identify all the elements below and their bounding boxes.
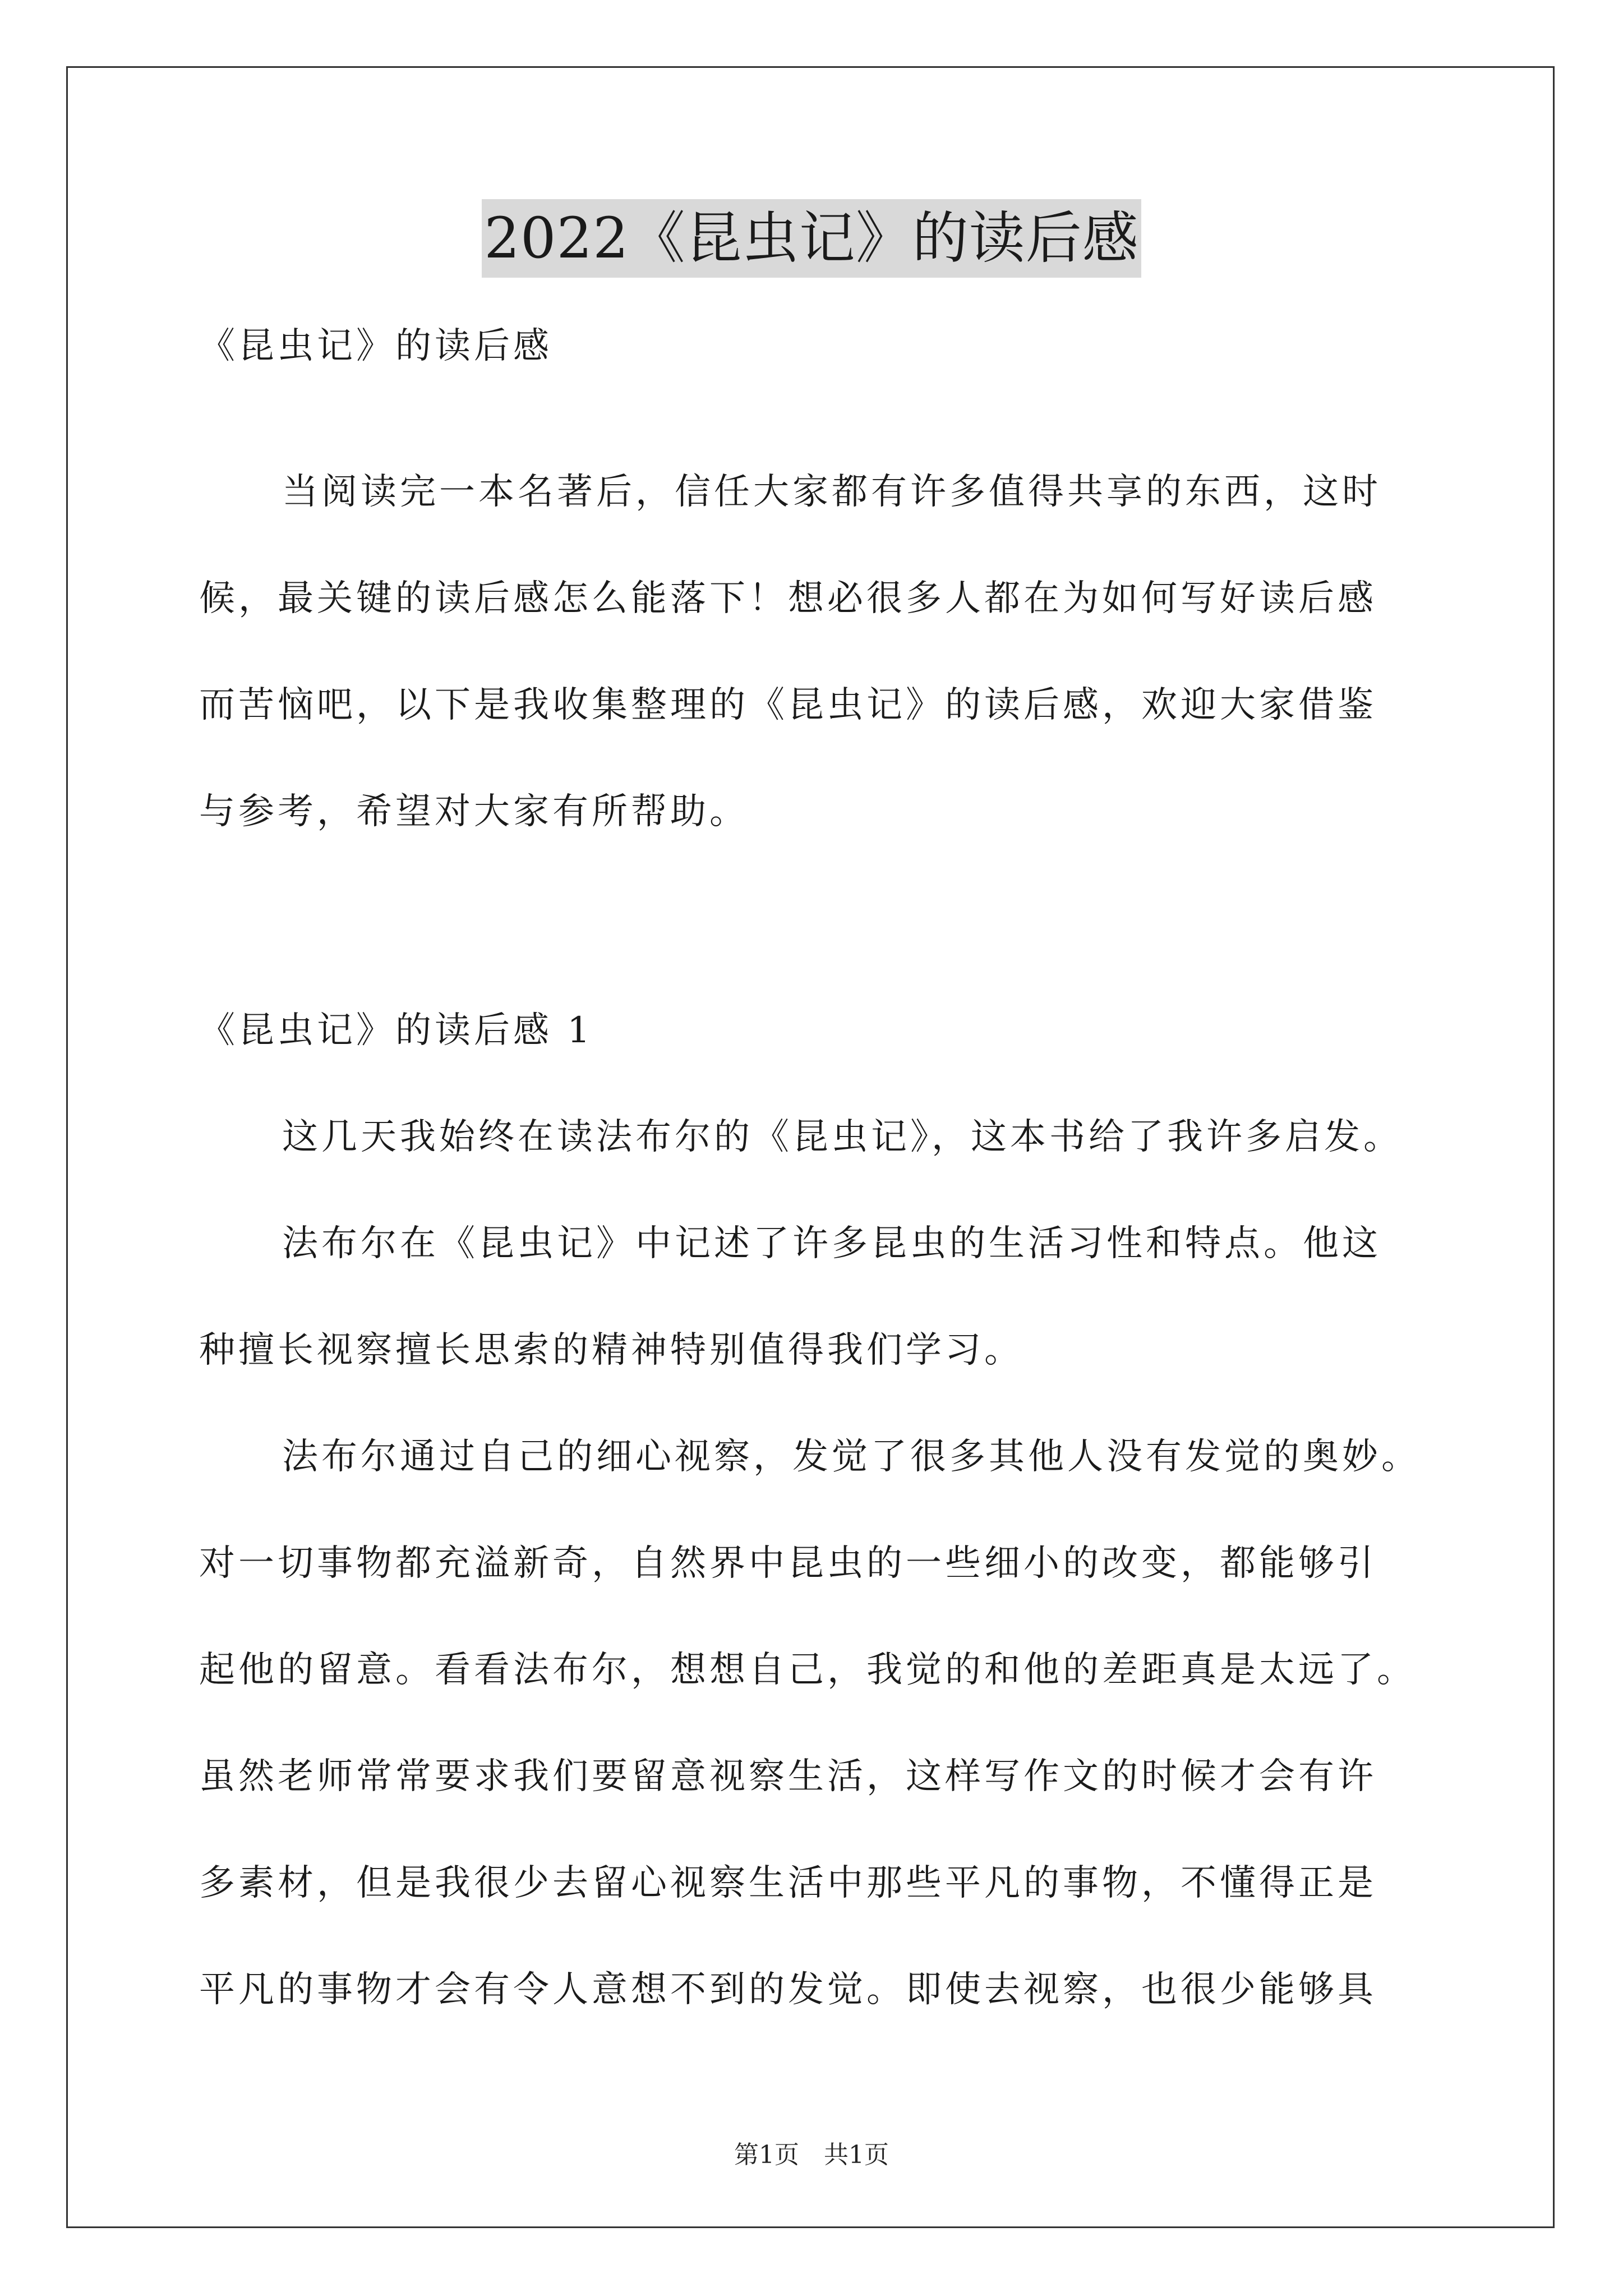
paragraph-line: 多素材，但是我很少去留心视察生活中那些平凡的事物，不懂得正是 — [199, 1862, 1377, 1904]
paragraph-line: 候，最关键的读后感怎么能落下！想必很多人都在为如何写好读后感 — [199, 578, 1377, 619]
paragraph-line: 而苦恼吧，以下是我收集整理的《昆虫记》的读后感，欢迎大家借鉴 — [199, 684, 1377, 726]
paragraph-line: 虽然老师常常要求我们要留意视察生活，这样写作文的时候才会有许 — [199, 1756, 1377, 1797]
paragraph-line: 当阅读完一本名著后，信任大家都有许多值得共享的东西，这时 — [282, 471, 1381, 513]
document-title: 2022《昆虫记》的读后感 — [482, 199, 1141, 278]
paragraph-line: 法布尔通过自己的细心视察，发觉了很多其他人没有发觉的奥妙。 — [282, 1436, 1421, 1478]
title-container — [0, 199, 1623, 278]
heading-essay-1: 《昆虫记》的读后感 1 — [199, 1010, 594, 1051]
page-footer: 第1页 共1页 — [734, 2141, 889, 2169]
paragraph-line: 对一切事物都充溢新奇，自然界中昆虫的一些细小的改变，都能够引 — [199, 1543, 1377, 1584]
heading-intro: 《昆虫记》的读后感 — [199, 325, 552, 367]
paragraph-line: 平凡的事物才会有令人意想不到的发觉。即使去视察，也很少能够具 — [199, 1969, 1377, 2010]
paragraph-line: 起他的留意。看看法布尔，想想自己，我觉的和他的差距真是太远了。 — [199, 1649, 1416, 1691]
paragraph-line: 种擅长视察擅长思索的精神特别值得我们学习。 — [199, 1329, 1023, 1371]
paragraph-line: 与参考，希望对大家有所帮助。 — [199, 791, 749, 832]
paragraph-line: 这几天我始终在读法布尔的《昆虫记》，这本书给了我许多启发。 — [282, 1116, 1403, 1158]
paragraph-line: 法布尔在《昆虫记》中记述了许多昆虫的生活习性和特点。他这 — [282, 1223, 1381, 1264]
